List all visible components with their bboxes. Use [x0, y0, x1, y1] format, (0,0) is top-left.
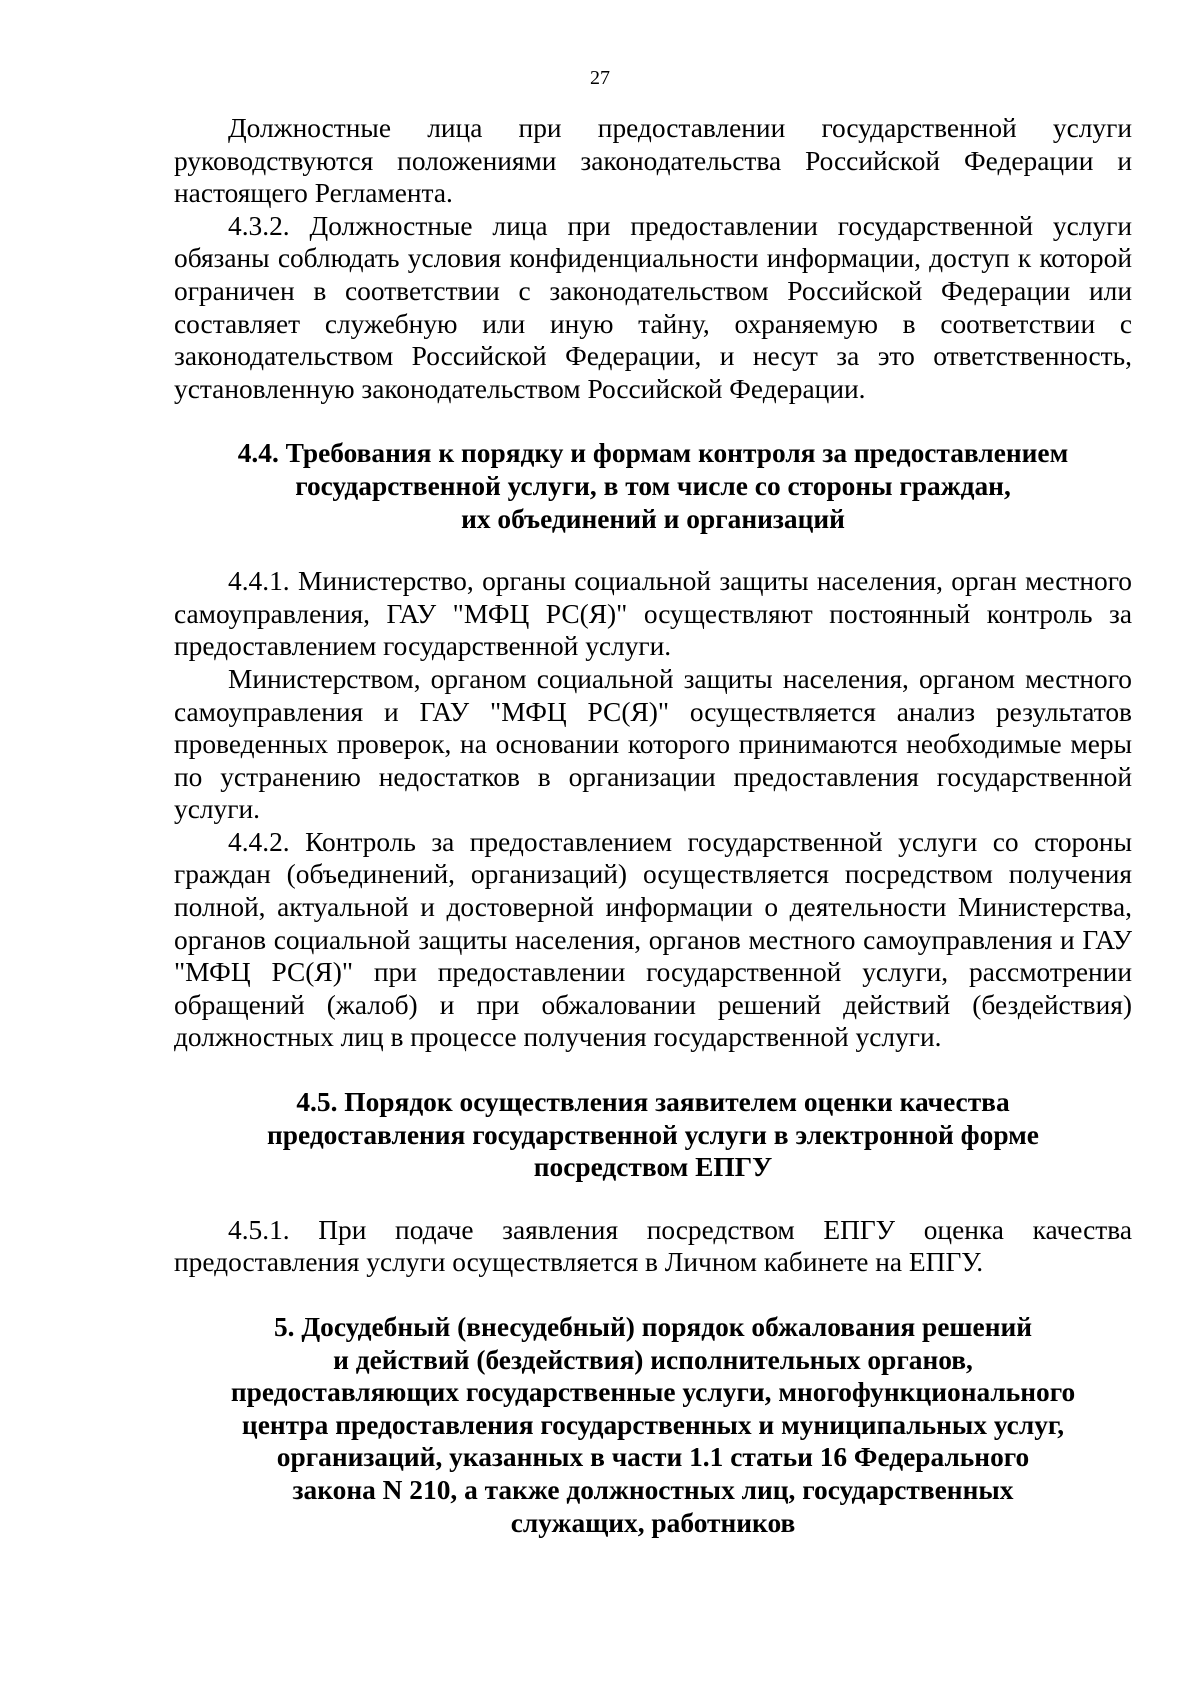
paragraph-4-4-1: 4.4.1. Министерство, органы социальной защиты населения, орган местного самоуправления, ГАУ "МФЦ РС(Я)" осуществляют постоянный контроль за предоставлением государственной услуги.	[174, 566, 1132, 662]
heading-line: посредством ЕПГУ	[533, 1152, 773, 1183]
heading-line: их объединений и организаций	[461, 503, 845, 534]
paragraph-analysis: Министерством, органом социальной защиты населения, органом местного самоуправления и ГАУ "МФЦ РС(Я)" осуществляется анализ результатов проведенных проверок, на основании которого принимаются необходимые меры по устранению недостатков в организации предоставления государственной услуги.	[174, 663, 1132, 825]
paragraph-officials-guided: Должностные лица при предоставлении государственной услуги руководствуются положениями законодательства Российской Федерации и настоящего Регламента.	[174, 113, 1132, 209]
heading-line: служащих, работников	[510, 1507, 796, 1538]
paragraph-4-4-2: 4.4.2. Контроль за предоставлением государственной услуги со стороны граждан (объединений, организаций) осуществляется посредством получения полной, актуальной и достоверной информации о деятельности Министерства, органов социальной защиты населения, органов местного самоуправления и ГАУ "МФЦ РС(Я)" при предоставлении государственной услуги, рассмотрении обращений (жалоб) и при обжаловании решений действий (бездействия) должностных лиц в процессе получения государственной услуги.	[174, 826, 1132, 1053]
heading-line: центра предоставления государственных и муниципальных услуг,	[241, 1409, 1065, 1440]
paragraph-4-5-1: 4.5.1. При подаче заявления посредством ЕПГУ оценка качества предоставления услуги осуществляется в Личном кабинете на ЕПГУ.	[174, 1214, 1132, 1278]
heading-line: государственной услуги, в том числе со стороны граждан,	[295, 470, 1011, 501]
heading-line: 4.5. Порядок осуществления заявителем оценки качества	[296, 1087, 1010, 1118]
heading-4-5	[174, 1086, 1132, 1184]
page-number: 27	[590, 67, 610, 89]
heading-line: закона N 210, а также должностных лиц, государственных	[292, 1474, 1014, 1505]
heading-line: предоставления государственной услуги в электронной форме	[267, 1119, 1039, 1150]
heading-5	[174, 1311, 1132, 1539]
heading-line: организаций, указанных в части 1.1 статьи 16 Федерального	[276, 1442, 1030, 1473]
heading-line: 4.4. Требования к порядку и формам контроля за предоставлением	[237, 438, 1069, 469]
paragraph-4-3-2: 4.3.2. Должностные лица при предоставлении государственной услуги обязаны соблюдать условия конфиденциальности информации, доступ к которой ограничен в соответствии с законодательством Российской Федерации или составляет служебную или иную тайну, охраняемую в соответствии с законодательством Российской Федерации, и несут за это ответственность, установленную законодательством Российской Федерации.	[174, 210, 1132, 404]
heading-line: 5. Досудебный (внесудебный) порядок обжалования решений	[273, 1312, 1033, 1342]
document-body	[174, 112, 1132, 1539]
heading-line: предоставляющих государственные услуги, многофункционального	[230, 1377, 1076, 1408]
heading-line: и действий (бездействия) исполнительных органов,	[333, 1344, 973, 1375]
heading-4-4	[174, 437, 1132, 535]
